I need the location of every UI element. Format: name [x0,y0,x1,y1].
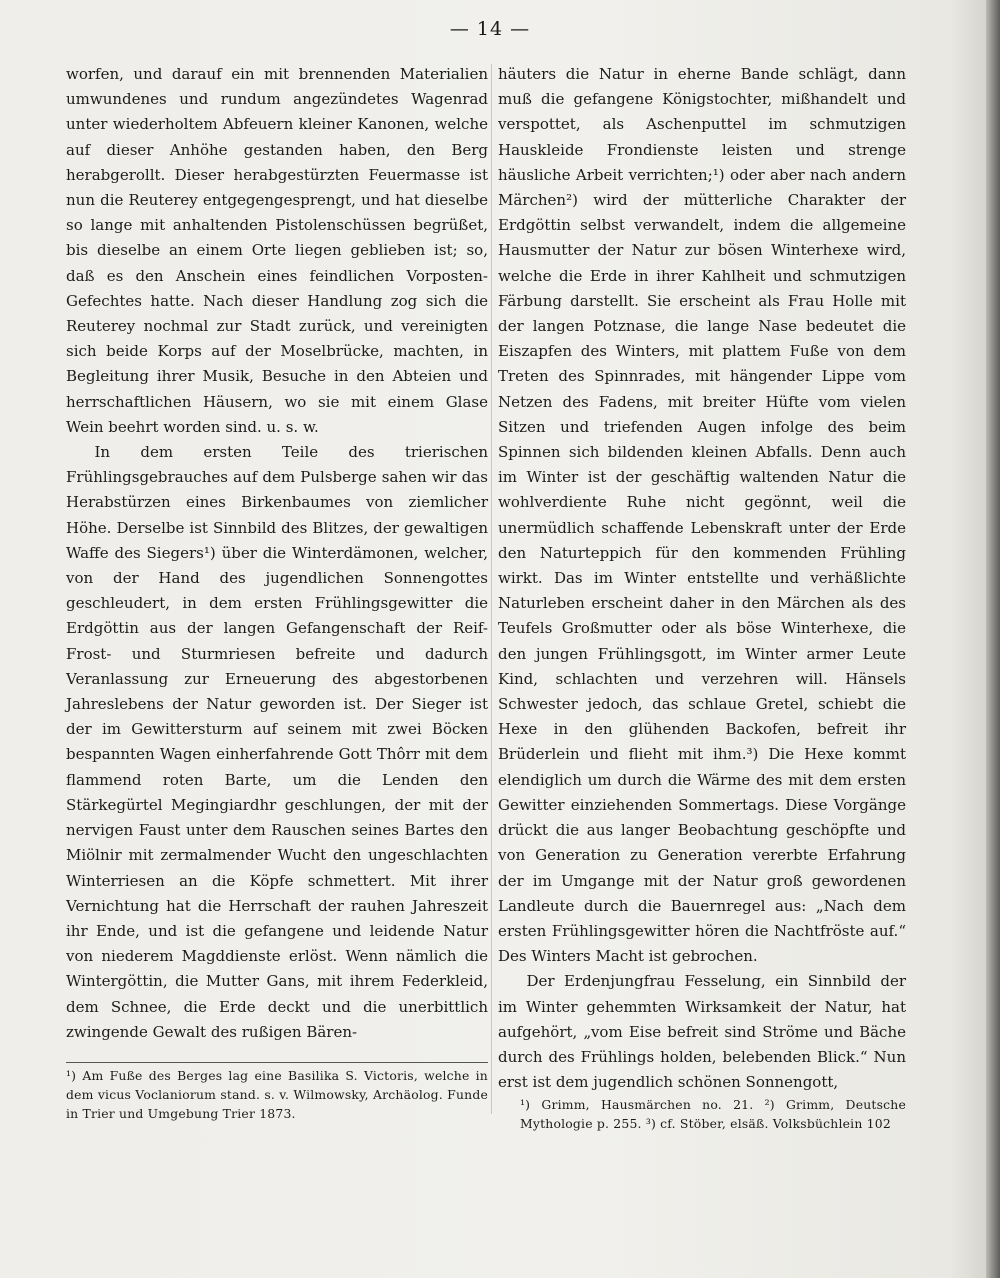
right-paragraph-1: häuters die Natur in eherne Bande schlägt, dann muß die gefangene Königstochter, mißhandelt und verspottet, als Aschenputtel im schmutzigen Hauskleide Frondienste leisten und strenge häusliche Arbeit verrichten;¹) oder aber nach andern Märchen²) wird der mütterliche Charakter der Erdgöttin selbst verwandelt, indem die allgemeine Hausmutter der Natur zur bösen Winterhexe wird, welche die Erde in ihrer Kahlheit und schmutzigen Färbung darstellt. Sie erscheint als Frau Holle mit der langen Potznase, die lange Nase bedeutet die Eiszapfen des Winters, mit plattem Fuße von dem Treten des Spinnrades, mit hängender Lippe vom Netzen des Fadens, mit breiter Hüfte vom vielen Sitzen und triefenden Augen infolge des beim Spinnen sich bildenden kleinen Abfalls. Denn auch im Winter ist der geschäftig waltenden Natur die wohlverdiente Ruhe nicht gegönnt, weil die unermüdlich schaffende Lebenskraft unter der Erde den Naturteppich für den kommenden Frühling wirkt. Das im Winter entstellte und verhäßlichte Naturleben erscheint daher in den Märchen als des Teufels Großmutter oder als böse Winterhexe, die den jungen Frühlingsgott, im Winter armer Leute Kind, schlachten und verzehren will. Hänsels Schwester jedoch, das schlaue Gretel, schiebt die Hexe in den glühenden Backofen, befreit ihr Brüderlein und flieht mit ihm.³) Die Hexe kommt elendiglich um durch die Wärme des mit dem ersten Gewitter einziehenden Sommertags. Diese Vorgänge drückt die aus langer Beobachtung geschöpfte und von Generation zu Generation vererbte Erfahrung der im Umgange mit der Natur groß gewordenen Landleute durch die Bauernregel aus: „Nach dem ersten Frühlingsgewitter hören die Nachtfröste auf.“ Des Winters Macht ist gebrochen. [498,65,906,966]
page-number: — 14 — [449,18,531,40]
column-divider [491,64,492,1114]
left-paragraph-1: worfen, und darauf ein mit brennenden Materialien umwundenes und rundum angezündetes Wagenrad unter wiederholtem Abfeuern kleiner Kanonen, welche auf dieser Anhöhe gestanden haben, den Berg herabgerollt. Dieser herabgestürzten Feuermasse ist nun die Reuterey entgegengesprengt, und hat dieselbe so lange mit anhaltenden Pistolenschüssen begrüßet, bis dieselbe an einem Orte liegen geblieben ist; so, daß es den Anschein eines feindlichen Vorposten-Gefechtes hatte. Nach dieser Handlung zog sich die Reuterey nochmal zur Stadt zurück, und vereinigten sich beide Korps auf der Moselbrücke, machten, in Begleitung ihrer Musik, Besuche in den Abteien und herrschaftlichen Häusern, wo sie mit einem Glase Wein beehrt worden sind. u. s. w. [66,65,488,436]
left-paragraph-2: In dem ersten Teile des trierischen Frühlingsgebrauches auf dem Pulsberge sahen wir das Herabstürzen eines Birkenbaumes von ziemlicher Höhe. Derselbe ist Sinnbild des Blitzes, der gewaltigen Waffe des Siegers¹) über die Winterdämonen, welcher, von der Hand des jugendlichen Sonnengottes geschleudert, in dem ersten Frühlingsgewitter die Erdgöttin aus der langen Gefangenschaft der Reif-Frost- und Sturmriesen befreite und dadurch Veranlassung zur Erneuerung des abgestorbenen Jahreslebens der Natur geworden ist. Der Sieger ist der im Gewittersturm auf seinem mit zwei Böcken bespannten Wagen einherfahrende Gott Thôrr mit dem flammend roten Barte, um die Lenden den Stärkegürtel Megingiardhr geschlungen, der mit der nervigen Faust unter dem Rauschen seines Bartes den Miölnir mit zermalmender Wucht den ungeschlachten Winterriesen an die Köpfe schmettert. Mit ihrer Vernichtung hat die Herrschaft der rauhen Jahreszeit ihr Ende, und ist die gefangene und leidende Natur von niederem Magddienste erlöst. Wenn nämlich die Wintergöttin, die Mutter Gans, mit ihrem Federkleid, dem Schnee, die Erde deckt und die unerbittlich zwingende Gewalt des rußigen Bären- [66,443,488,1041]
left-column [66,62,488,1045]
left-footnote [66,1062,488,1123]
page-edge-shadow [986,0,1000,1278]
right-paragraph-2: Der Erdenjungfrau Fesselung, ein Sinnbild der im Winter gehemmten Wirksamkeit der Natur, hat aufgehört, „vom Eise befreit sind Ströme und Bäche durch des Frühlings holden, belebenden Blick.“ Nun erst ist dem jugendlich schönen Sonnengott, [498,972,906,1092]
right-footnote-text: ¹) Grimm, Hausmärchen no. 21. ²) Grimm, Deutsche Mythologie p. 255. ³) cf. Stöber, elsäß. Volksbüchlein 102 [520,1097,906,1131]
right-footnote [520,1095,906,1133]
left-footnote-text: ¹) Am Fuße des Berges lag eine Basilika S. Victoris, welche in dem vicus Voclaniorum stand. s. v. Wilmowsky, Archäolog. Funde in Trier und Umgebung Trier 1873. [66,1068,488,1121]
right-column [498,62,906,1095]
